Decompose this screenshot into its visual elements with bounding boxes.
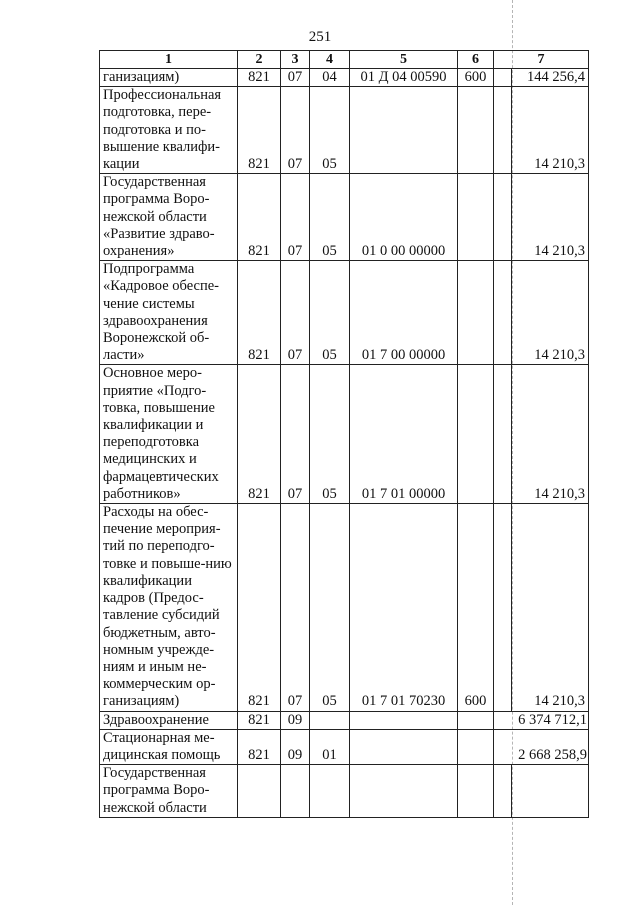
row-code-3: 07: [281, 504, 310, 711]
row-name: Подпрограмма «Кадровое обеспе-чение системы здравоохранения Воронежской об-ласти»: [100, 261, 238, 365]
header-col-7: 7: [494, 51, 589, 69]
row-code-6: 600: [458, 504, 494, 711]
row-code-5: 01 Д 04 00590: [350, 69, 458, 87]
header-row: [100, 51, 589, 69]
table-row: [100, 711, 589, 729]
row-code-5: 01 7 01 00000: [350, 365, 458, 504]
header-col-5: 5: [350, 51, 458, 69]
row-code-4: 01: [310, 729, 350, 764]
row-amount: 14 210,3: [512, 174, 589, 261]
row-name: Расходы на обес-печение мероприя-тий по переподго-товке и повыше-нию квалификации кадров (Предос-тавление субсидий бюджетным, авто-номным учрежде-ниям и иным не-коммерческим ор-ганизациям): [100, 504, 238, 711]
row-amount: [512, 765, 589, 818]
row-spacer: [494, 261, 512, 365]
row-amount: 2 668 258,9: [494, 729, 589, 764]
budget-table: [99, 50, 589, 818]
table-row: [100, 87, 589, 174]
row-code-4: 05: [310, 87, 350, 174]
row-spacer: [494, 504, 512, 711]
row-name: Профессиональная подготовка, пере-подготовка и по-вышение квалифи-кации: [100, 87, 238, 174]
row-code-3: 09: [281, 711, 310, 729]
row-code-3: 09: [281, 729, 310, 764]
row-code-3: 07: [281, 365, 310, 504]
row-code-6: [458, 765, 494, 818]
row-code-4: 04: [310, 69, 350, 87]
row-name: Государственная программа Воро-нежской области «Развитие здраво-охранения»: [100, 174, 238, 261]
row-code-3: [281, 765, 310, 818]
row-code-4: 05: [310, 504, 350, 711]
row-code-6: [458, 729, 494, 764]
row-code-5: [350, 729, 458, 764]
row-code-4: [310, 711, 350, 729]
row-code-5: 01 0 00 00000: [350, 174, 458, 261]
row-code-4: [310, 765, 350, 818]
row-code-2: [238, 765, 281, 818]
row-code-3: 07: [281, 87, 310, 174]
row-code-4: 05: [310, 261, 350, 365]
row-code-2: 821: [238, 261, 281, 365]
row-code-3: 07: [281, 69, 310, 87]
row-name: ганизациям): [100, 69, 238, 87]
row-code-6: [458, 711, 494, 729]
row-code-5: 01 7 00 00000: [350, 261, 458, 365]
row-spacer: [494, 174, 512, 261]
row-code-5: 01 7 01 70230: [350, 504, 458, 711]
row-code-2: 821: [238, 87, 281, 174]
row-amount: 14 210,3: [512, 365, 589, 504]
row-code-6: 600: [458, 69, 494, 87]
row-code-2: 821: [238, 174, 281, 261]
table-row: [100, 729, 589, 764]
row-spacer: [494, 365, 512, 504]
row-code-5: [350, 87, 458, 174]
table-row: [100, 69, 589, 87]
row-spacer: [494, 765, 512, 818]
row-code-2: 821: [238, 69, 281, 87]
row-code-4: 05: [310, 174, 350, 261]
row-spacer: [494, 69, 512, 87]
row-code-2: 821: [238, 365, 281, 504]
row-amount: 14 210,3: [512, 87, 589, 174]
row-code-5: [350, 765, 458, 818]
row-spacer: [494, 87, 512, 174]
row-code-6: [458, 87, 494, 174]
row-code-6: [458, 365, 494, 504]
header-col-4: 4: [310, 51, 350, 69]
table-row: [100, 261, 589, 365]
row-code-4: 05: [310, 365, 350, 504]
header-col-3: 3: [281, 51, 310, 69]
row-code-2: 821: [238, 711, 281, 729]
row-name: Основное меро-приятие «Подго-товка, повышение квалификации и переподготовка медицинских и фармацевтических работников»: [100, 365, 238, 504]
table-row: [100, 365, 589, 504]
row-code-2: 821: [238, 504, 281, 711]
row-code-2: 821: [238, 729, 281, 764]
row-name: Здравоохранение: [100, 711, 238, 729]
row-code-6: [458, 261, 494, 365]
header-col-2: 2: [238, 51, 281, 69]
header-col-6: 6: [458, 51, 494, 69]
row-name: Стационарная ме-дицинская помощь: [100, 729, 238, 764]
row-code-3: 07: [281, 174, 310, 261]
table-row: [100, 765, 589, 818]
table-row: [100, 174, 589, 261]
row-name: Государственная программа Воро-нежской области: [100, 765, 238, 818]
page-number: 251: [308, 29, 332, 45]
row-code-6: [458, 174, 494, 261]
row-amount: 14 210,3: [512, 504, 589, 711]
row-code-5: [350, 711, 458, 729]
header-col-1: 1: [100, 51, 238, 69]
row-amount: 14 210,3: [512, 261, 589, 365]
row-amount: 6 374 712,1: [494, 711, 589, 729]
row-amount: 144 256,4: [512, 69, 589, 87]
table-row: [100, 504, 589, 711]
row-code-3: 07: [281, 261, 310, 365]
